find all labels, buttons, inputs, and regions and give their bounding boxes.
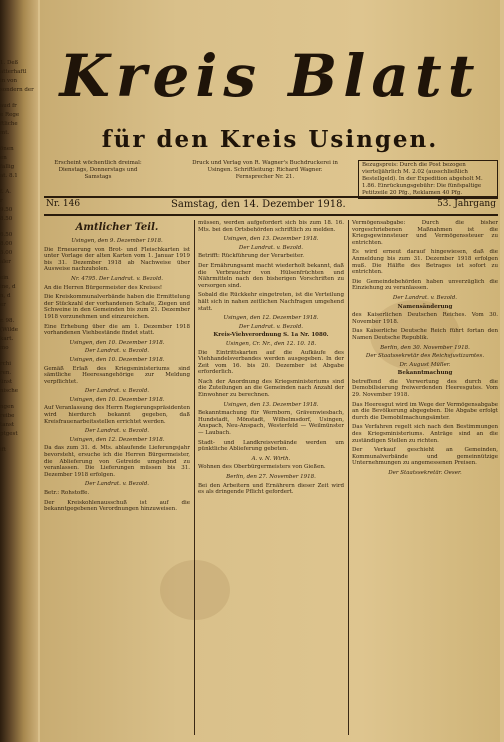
margin-fragment: mt.: [0, 130, 10, 136]
margin-fragment: ine, d: [0, 284, 16, 290]
margin-fragment: er: [0, 302, 6, 308]
margin-fragment: ren.: [0, 370, 12, 376]
article-paragraph: Eine Erhebung über die am 1. Dezember 1918 vorhandenen Viehbestände findet statt.: [44, 323, 190, 337]
masthead-title: Kreis Blatt: [59, 42, 481, 110]
signature: Der Staatssekretär des Reichsjustizamtes.: [365, 353, 485, 360]
column-divider: [348, 220, 349, 735]
article-paragraph: Bei den Arbeitern und Ernährern dieser Zeit wird es als dringende Pflicht gefordert.: [198, 482, 344, 496]
issue-date: Samstag, den 14. Dezember 1918.: [171, 199, 346, 210]
margin-fragment: sondern der: [0, 87, 34, 93]
margin-fragment: 8.00: [0, 241, 13, 247]
article-paragraph: Bekanntmachung für Wernborn, Grävenwiesbach, Hundstadt, Mönstadt, Wilhelmsdorf, Usingen, Anspach, Neu-Anspach, Westerfeld — Weilmünster — Laubach.: [198, 410, 344, 437]
signature: Der Landrat. v. Bezold.: [84, 481, 150, 488]
adjacent-page-fragment: [0, 60, 34, 700]
article-heading: Namensänderung: [397, 303, 453, 310]
issue-number: Nr. 146: [46, 199, 81, 209]
place-date: Berlin, den 27. November 1918.: [226, 474, 316, 480]
article-paragraph: Wohnen des Oberbürgermeisters von Gießen.: [198, 464, 326, 471]
place-date: Usingen, den 12. Dezember 1918.: [69, 436, 165, 443]
article-paragraph: Vermögensabgabe: Durch die bisher vorgeschriebenen Maßnahmen ist die Kriegsgewinnsteuer und Vermögenssteuer zu entrichten.: [352, 220, 498, 246]
margin-fragment: r: [0, 198, 3, 204]
article-paragraph: Auf Veranlassung des Herrn Regierungspräsidenten wird hierdurch bekannt gegeben, daß Kreisfrauenarbeitsstellen errichtet werden.: [44, 405, 190, 425]
signature: Der Staatssekretär. Oeser.: [388, 470, 462, 476]
article-paragraph: Die Gemeindebehörden haben unverzüglich die Einziehung zu veranlassen.: [352, 278, 498, 292]
article-paragraph: Das Heeresgut wird im Wege der Vermögensabgabe an die Bevölkerung abgegeben. Die Abgabe erfolgt durch die Demobilmachungsämter.: [352, 401, 498, 421]
place-date: Usingen, den 10. Dezember 1918.: [69, 339, 165, 346]
column-2: [198, 220, 344, 740]
margin-fragment: (Wilde: [0, 327, 18, 333]
place-date: Berlin, den 30. November 1918.: [380, 344, 470, 351]
margin-fragment: in von: [0, 78, 18, 84]
place-date: Usingen, Cr. Nr., den 12. 10. 18.: [225, 340, 317, 347]
margin-fragment: reibe: [0, 413, 15, 419]
margin-fragment: ift: [0, 447, 7, 453]
margin-fragment: fallig: [0, 164, 15, 170]
signature: Der Landrat. v. Bezold.: [238, 323, 304, 330]
margin-fragment: kart.: [0, 336, 14, 342]
margin-fragment: atterhaftl: [0, 69, 27, 75]
signature: Der Landrat. v. Bezold.: [84, 428, 150, 435]
header-rule: [44, 196, 498, 198]
margin-fragment: ünst: [0, 379, 13, 385]
article-paragraph: An die Herren Bürgermeister des Kreises!: [44, 284, 163, 291]
place-date: Usingen, den 13. Dezember 1918.: [223, 236, 319, 243]
section-heading: Amtlicher Teil.: [75, 222, 159, 233]
signature: Nr. 4795. Der Landrat. v. Bezold.: [71, 275, 163, 282]
place-date: Usingen, den 13. Dezember 1918.: [223, 401, 319, 408]
article-paragraph: Betrifft: Rückführung der Verarbeiter.: [198, 253, 304, 260]
margin-fragment: f. A.: [0, 189, 12, 195]
signature: Dr. August Müller.: [399, 361, 451, 368]
margin-fragment: 5.00: [0, 250, 13, 256]
margin-fragment: ftliche: [0, 121, 18, 127]
margin-fragment: n, d: [0, 293, 11, 299]
article-paragraph: Da das zum 31. d. Mts. ablaufende Lieferungsjahr bevorsteht, ersuche ich die Herren Bürgermeister, die Ablieferung von Getreide umgehend zu veranlassen. Die Lieferungen müssen bis 31. Dezember 1918 erfolgen.: [44, 445, 190, 478]
subscription-info-box: Bezugspreis: Durch die Post bezogen vierteljährlich M. 2.02 (ausschließlich Bestellgeld). In der Expedition abgeholt M. 1.86. Einrückungsgebühr: Die fünfspaltige Petitzeile 20 Pfg., Reklamen 40 Pfg.: [358, 160, 498, 199]
article-paragraph: müssen, werden aufgefordert sich bis zum 18. 16. Mts. bei den Ortsbehörden schriftlich zu melden.: [198, 220, 344, 233]
dateline: [46, 199, 496, 213]
article-paragraph: Es wird erneut darauf hingewiesen, daß die Anmeldung bis zum 31. Dezember 1918 erfolgen muß. Die Hälfte des Betrages ist sofort zu entrichten.: [352, 249, 498, 276]
place-date: Usingen, den 9. Dezember 1918.: [71, 238, 163, 244]
article-paragraph: Sobald die Rückkehr eingetreten, ist die Verteilung hält sich in nahen zeitlichen Nachfragen umgehend statt.: [198, 292, 344, 312]
column-3: [352, 220, 498, 740]
article-paragraph: Gemäß Erlaß des Kriegsministeriums sind sämtliche Heeresangehörige zur Meldung verpflichtet.: [44, 365, 190, 385]
margin-fragment: 6.50: [0, 232, 13, 238]
margin-fragment: 8.50: [0, 216, 13, 222]
margin-fragment: en: [0, 155, 7, 161]
signature: Der Landrat. v. Bezold.: [238, 244, 304, 251]
article-paragraph: Der Verkauf geschieht an Gemeinden, Kommunalverbände und gemeinnützige Unternehmungen zu angemessenen Preisen.: [352, 447, 498, 467]
article-paragraph: Nach der Anordnung des Kriegsministeriums sind die Zuteilungen an die Gemeinden nach Anzahl der Einwohner zu berechnen.: [198, 378, 344, 399]
article-paragraph: Stadt- und Landkreisverbände werden um pünktliche Ablieferung gebeten.: [198, 439, 344, 453]
article-paragraph: Die Kreiskommunalverbände haben die Ermittelung der Stückzahl der vorhandenen Schafe, Ziegen und Schweine in den Gemeinden bis zum 21. Dezember 1918 vorzunehmen und einzureichen.: [44, 294, 190, 320]
publication-schedule: Erscheint wöchentlich dreimal: Dienstags, Donnerstags und Samstags: [54, 160, 142, 180]
article-paragraph: betreffend die Verwertung des durch die Demobilisierung freiwerdenden Heeresgutes. Vom 29. November 1918.: [352, 378, 498, 399]
signature: Der Landrat. v. Bezold.: [84, 388, 150, 395]
margin-fragment: önen: [0, 146, 14, 152]
margin-fragment: 9.50: [0, 207, 13, 213]
article-paragraph: Der Ernährungsamt macht wiederholt bekannt, daß die Verbraucher von Hülsenfrüchten und Nährmitteln nach den bisherigen Vorschriften zu versorgen sind.: [198, 262, 344, 289]
article-paragraph: Die Erneuerung von Brot- und Fleischkarten ist unter Vorlage der alten Karten vom 1. Januar 1919 bis 31. Dezember 1918 ab Nachweise über Ausweise nachzuholen.: [44, 246, 190, 273]
column-1: [44, 220, 190, 740]
place-date: Usingen, den 10. Dezember 1918.: [69, 356, 165, 363]
signature: Der Landrat. v. Bezold.: [84, 348, 150, 355]
margin-fragment: ein: [0, 275, 9, 281]
margin-fragment: mo: [0, 345, 9, 351]
article-paragraph: Die Eintrittskarten auf die Aufkäufe des Viehhandelsverbandes werden ausgegeben. In der Zeit vom 16. bis 20. Dezember ist Abgabe erforderlich.: [198, 349, 344, 376]
signature: A. v. N. Wirth.: [251, 455, 291, 462]
article-paragraph: Betr.: Rohstoffe.: [44, 490, 90, 496]
article-paragraph: Der Kreiskohlenausschuß ist auf die bekanntgegebenen Verordnungen hinzuweisen.: [44, 499, 190, 513]
margin-fragment: nische: [0, 388, 19, 394]
column-divider: [194, 220, 195, 735]
volume-year: 53. Jahrgang: [437, 199, 496, 209]
margin-fragment: 1. Deß: [0, 60, 19, 66]
article-paragraph: des Kaiserlichen Deutschen Reiches. Vom 30. November 1918.: [352, 312, 498, 325]
margin-fragment: ngen: [0, 404, 14, 410]
dateline-rule: [44, 214, 498, 216]
place-date: Usingen, den 12. Dezember 1918.: [223, 315, 319, 322]
signature: Der Landrat. v. Bezold.: [392, 294, 458, 301]
margin-fragment: at. 8.1: [0, 173, 18, 179]
article-heading: Kreis-Viehverordnung S. 1a Nr. 1080.: [213, 332, 329, 339]
margin-fragment: rchi: [0, 361, 12, 367]
margin-fragment: aler: [0, 259, 11, 265]
margin-fragment: aud fr: [0, 103, 17, 109]
margin-fragment: r. 98.: [0, 318, 15, 324]
margin-fragment: tanst: [0, 422, 15, 428]
margin-fragment: e Rege: [0, 112, 20, 118]
article-heading: Bekanntmachung: [397, 370, 453, 377]
masthead-subtitle: für den Kreis Usingen.: [101, 126, 439, 153]
article-paragraph: Das Verfahren regelt sich nach den Bestimmungen des Kriegsministeriums. Anträge sind an die zuständigen Stellen zu richten.: [352, 424, 498, 444]
article-paragraph: Das Kaiserliche Deutsche Reich führt fortan den Namen Deutsche Republik.: [352, 328, 498, 341]
place-date: Usingen, den 10. Dezember 1918.: [69, 396, 165, 403]
publisher-info: Druck und Verlag von R. Wagner's Buchdruckerei in Usingen. Schriftleitung: Richard Wagner. Fernsprecher Nr. 21.: [192, 160, 338, 180]
margin-fragment: ptgest: [0, 431, 18, 437]
newspaper-page: [40, 0, 500, 742]
